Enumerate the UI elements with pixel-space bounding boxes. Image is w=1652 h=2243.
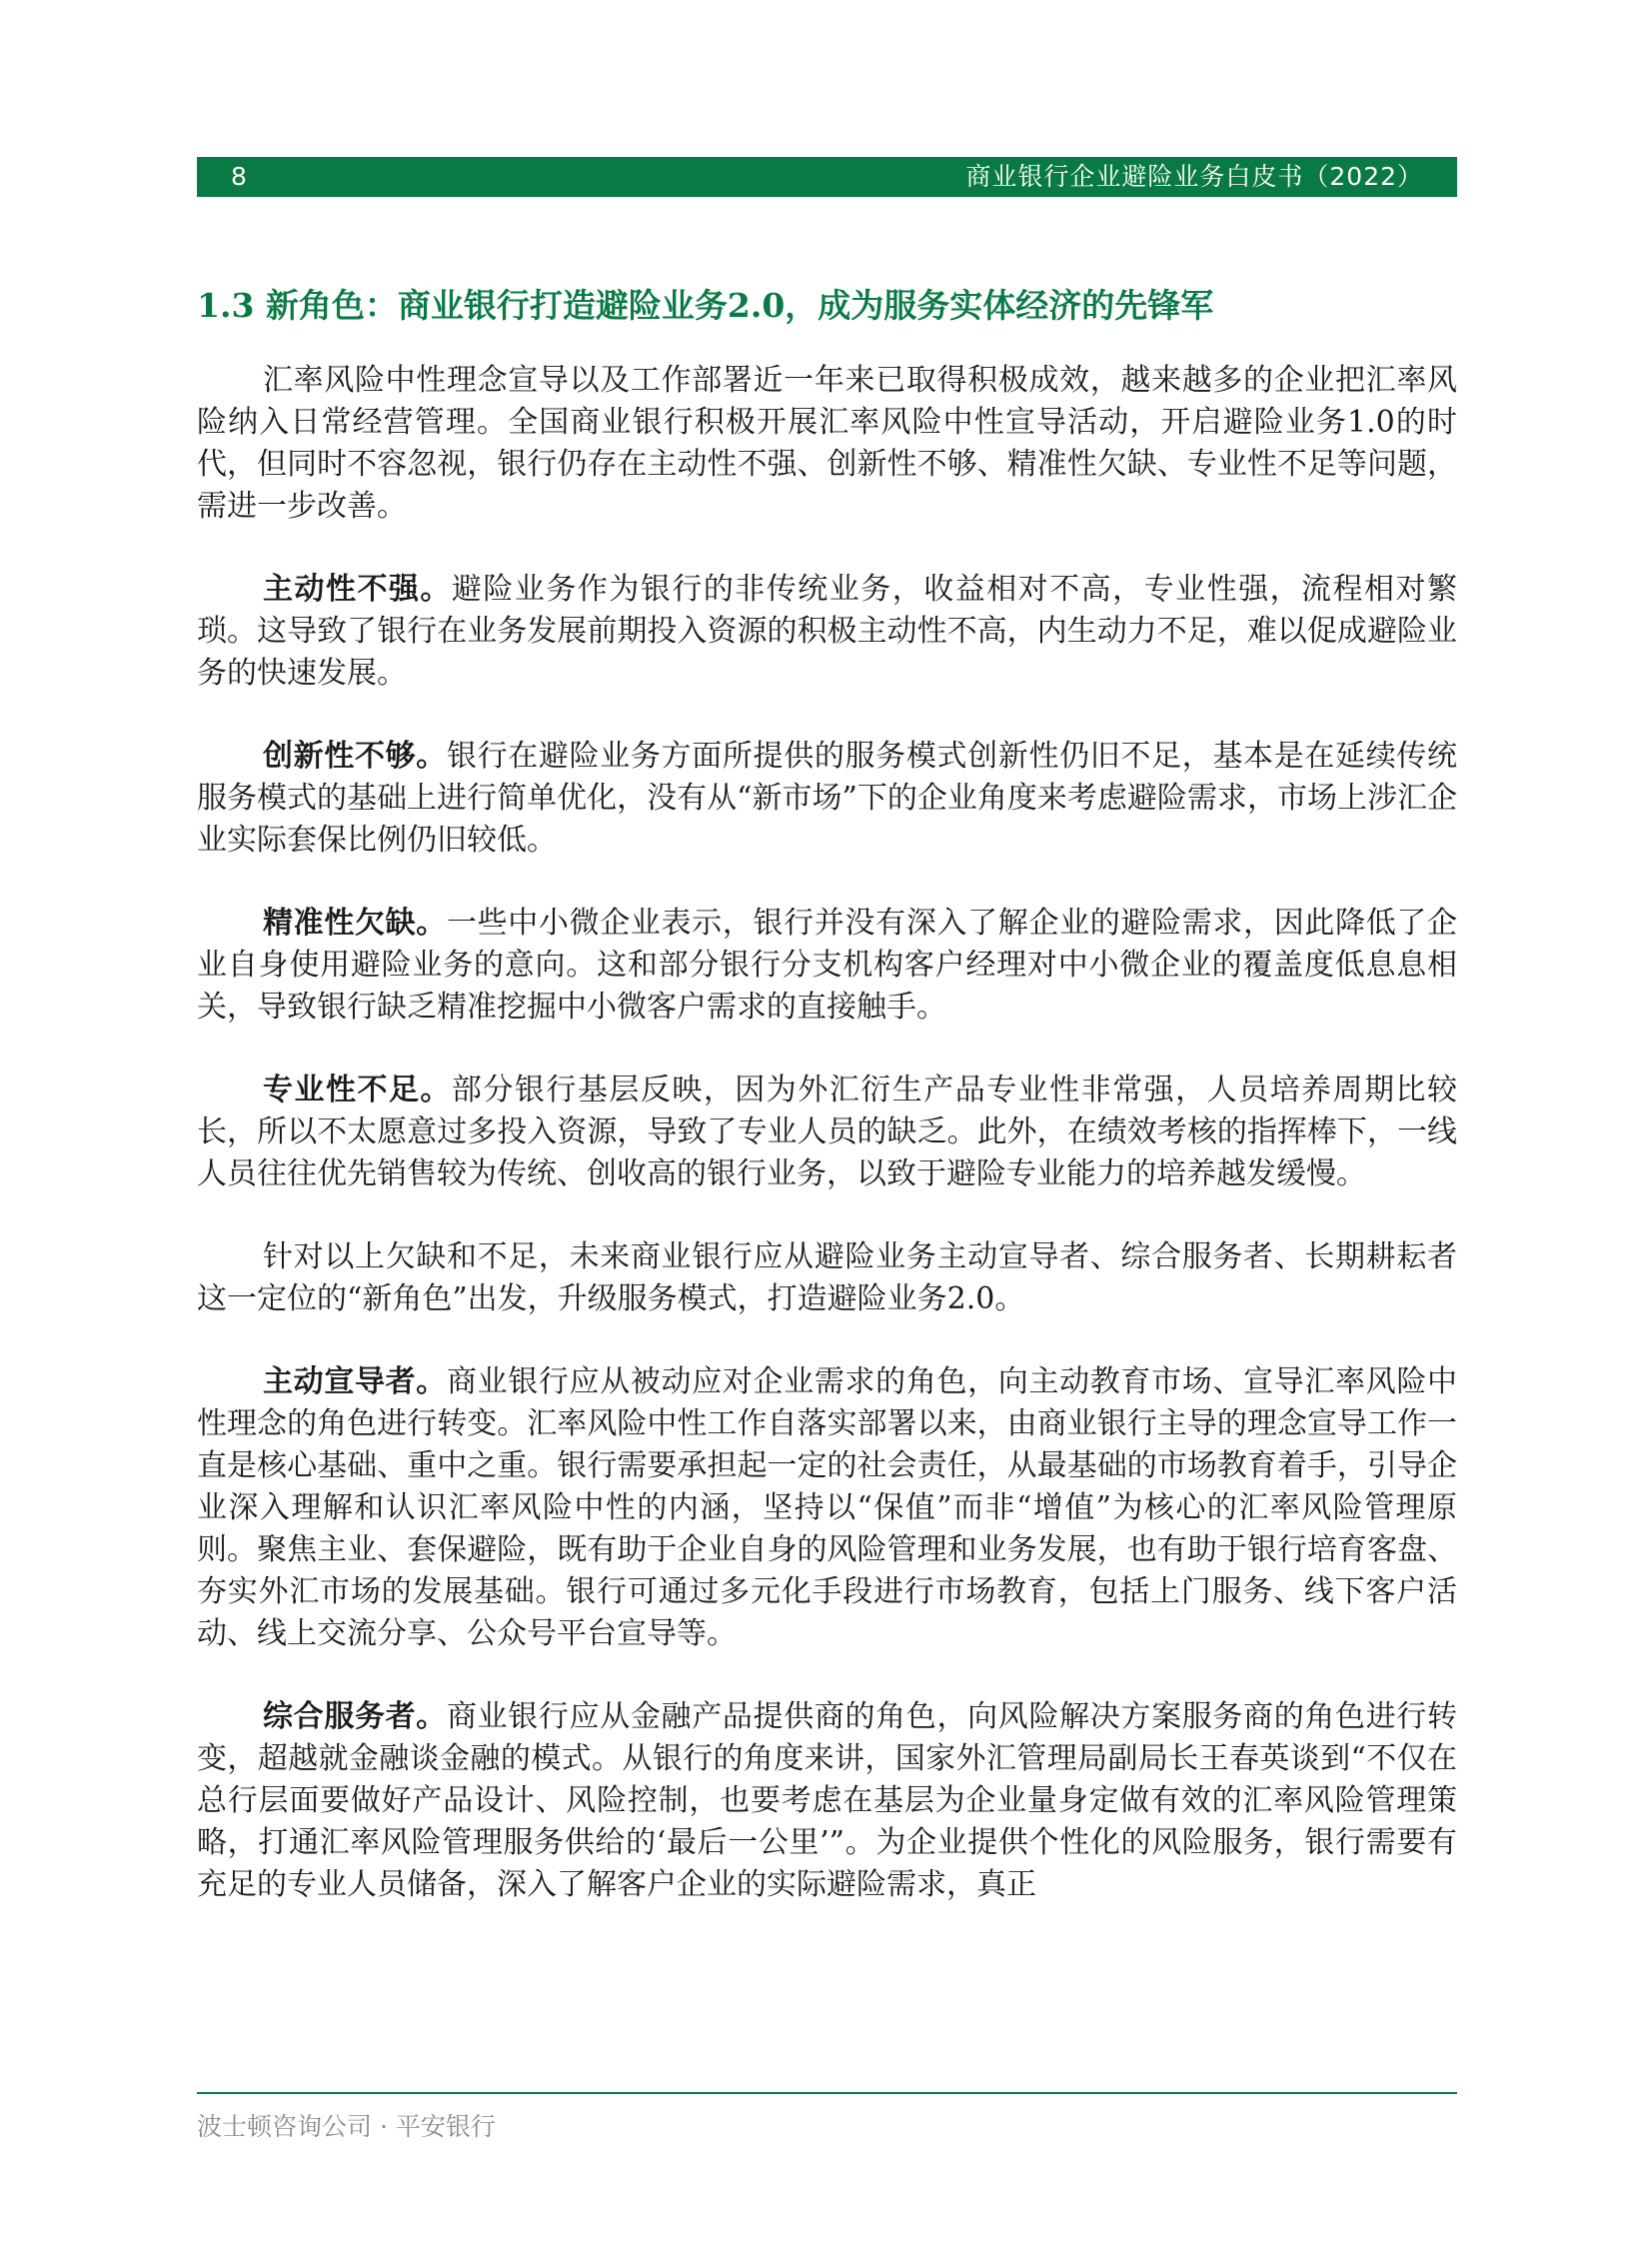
page-number: 8: [231, 162, 247, 191]
section-heading: 1.3 新角色：商业银行打造避险业务2.0，成为服务实体经济的先锋军: [197, 286, 1214, 325]
paragraph-innovation: [197, 736, 1457, 862]
paragraph-text: 针对以上欠缺和不足，未来商业银行应从避险业务主动宣导者、综合服务者、长期耕耘者这一定位的“新角色”出发，升级服务模式，打造避险业务2.0。: [197, 1239, 1457, 1316]
paragraph-lead: 精准性欠缺。: [263, 906, 447, 941]
paragraph-text: 银行在避险业务方面所提供的服务模式创新性仍旧不足，基本是在延续传统服务模式的基础上进行简单优化，没有从“新市场”下的企业角度来考虑避险需求，市场上涉汇企业实际套保比例仍旧较低。: [197, 739, 1458, 858]
footer-divider: [197, 2092, 1457, 2094]
page-header-bar: [197, 157, 1457, 197]
paragraph-text: 一些中小微企业表示，银行并没有深入了解企业的避险需求，因此降低了企业自身使用避险业务的意向。这和部分银行分支机构客户经理对中小微企业的覆盖度低息息相关，导致银行缺乏精准挖掘中小微客户需求的直接触手。: [197, 906, 1458, 1025]
paragraph-text: 避险业务作为银行的非传统业务，收益相对不高，专业性强，流程相对繁琐。这导致了银行在业务发展前期投入资源的积极主动性不高，内生动力不足，难以促成避险业务的快速发展。: [197, 572, 1458, 691]
paragraph-professionalism: [197, 1070, 1457, 1195]
paragraph-lead: 专业性不足。: [263, 1073, 452, 1108]
paragraph-precision: [197, 903, 1457, 1029]
footer-publisher: 波士顿咨询公司 · 平安银行: [197, 2112, 496, 2141]
paragraph-text: 部分银行基层反映，因为外汇衍生产品专业性非常强，人员培养周期比较长，所以不太愿意过多投入资源，导致了专业人员的缺乏。此外，在绩效考核的指挥棒下，一线人员往往优先销售较为传统、创收高的银行业务，以致于避险专业能力的培养越发缓慢。: [197, 1073, 1458, 1191]
paragraph-intro: [197, 360, 1457, 528]
paragraph-lead: 创新性不够。: [263, 739, 447, 774]
paragraph-proactivity: [197, 569, 1457, 695]
paragraph-new-roles: [197, 1236, 1457, 1320]
paragraph-text: 商业银行应从被动应对企业需求的角色，向主动教育市场、宣导汇率风险中性理念的角色进行转变。汇率风险中性工作自落实部署以来，由商业银行主导的理念宣导工作一直是核心基础、重中之重。银行需要承担起一定的社会责任，从最基础的市场教育着手，引导企业深入理解和认识汇率风险中性的内涵，坚持以“保值”而非“增值”为核心的汇率风险管理原则。聚焦主业、套保避险，既有助于企业自身的风险管理和业务发展，也有助于银行培育客盘、夯实外汇市场的发展基础。银行可通过多元化手段进行市场教育，包括上门服务、线下客户活动、线上交流分享、公众号平台宣导等。: [197, 1364, 1458, 1651]
body-content: [197, 360, 1457, 1947]
document-title: 商业银行企业避险业务白皮书（2022）: [965, 162, 1423, 191]
paragraph-lead: 综合服务者。: [263, 1699, 447, 1734]
paragraph-lead: 主动宣导者。: [263, 1364, 447, 1399]
paragraph-lead: 主动性不强。: [263, 572, 452, 607]
paragraph-active-advocate: [197, 1361, 1457, 1655]
paragraph-text: 汇率风险中性理念宣导以及工作部署近一年来已取得积极成效，越来越多的企业把汇率风险纳入日常经营管理。全国商业银行积极开展汇率风险中性宣导活动，开启避险业务1.0的时代，但同时不容忽视，银行仍存在主动性不强、创新性不够、精准性欠缺、专业性不足等问题，需进一步改善。: [197, 363, 1457, 524]
paragraph-comprehensive-servicer: [197, 1696, 1457, 1906]
paragraph-text: 商业银行应从金融产品提供商的角色，向风险解决方案服务商的角色进行转变，超越就金融谈金融的模式。从银行的角度来讲，国家外汇管理局副局长王春英谈到“不仅在总行层面要做好产品设计、风险控制，也要考虑在基层为企业量身定做有效的汇率风险管理策略，打通汇率风险管理服务供给的‘最后一公里’”。为企业提供个性化的风险服务，银行需要有充足的专业人员储备，深入了解客户企业的实际避险需求，真正: [197, 1699, 1458, 1902]
